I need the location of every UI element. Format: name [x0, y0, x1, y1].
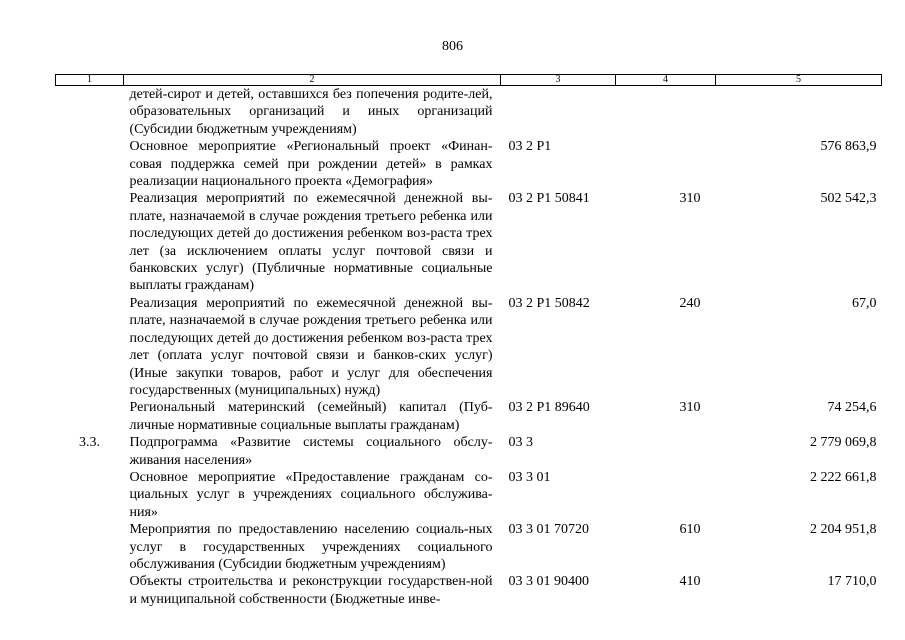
row-name: Региональный материнский (семейный) капитал (Пуб-личные нормативные социальные выплаты гражданам) — [129, 400, 493, 433]
table-row — [56, 573, 882, 608]
table-row — [56, 295, 882, 399]
row-expense-type — [616, 469, 716, 521]
row-amount — [716, 86, 882, 139]
row-expense-type — [616, 86, 716, 139]
row-expense-type — [616, 434, 716, 469]
row-amount: 67,0 — [852, 295, 877, 311]
row-amount: 2 204 951,8 — [810, 522, 877, 538]
row-code: 03 3 01 — [508, 469, 551, 485]
table-row — [56, 469, 882, 521]
row-code: 03 3 01 90400 — [508, 574, 589, 590]
table-row — [56, 86, 882, 139]
header-col-4: 4 — [616, 75, 716, 86]
row-name: Реализация мероприятий по ежемесячной денежной вы-плате, назначаемой в случае рождения третьего ребенка или последующих детей до достижения ребенком воз-раста трех лет (за исключением оплаты услуг почтовой связи и банковских услуг) (Публичные нормативные социальные выплаты гражданам) — [129, 191, 493, 294]
row-amount: 576 863,9 — [820, 139, 877, 155]
row-amount: 74 254,6 — [827, 400, 877, 416]
header-col-2: 2 — [124, 75, 501, 86]
row-name: Объекты строительства и реконструкции государствен-ной и муниципальной собственности (Бюджетные инве- — [129, 574, 493, 607]
row-name: Мероприятия по предоставлению населению социаль-ных услуг в государственных учреждениях социального обслуживания (Субсидии бюджетным учреждениям) — [129, 522, 493, 572]
row-number: 3.3. — [79, 435, 100, 451]
row-expense-type: 410 — [679, 574, 701, 590]
row-name: Подпрограмма «Развитие системы социального обслу-живания населения» — [129, 435, 493, 468]
row-expense-type: 240 — [679, 295, 701, 311]
row-expense-type: 310 — [679, 400, 701, 416]
row-name: Реализация мероприятий по ежемесячной денежной вы-плате, назначаемой в случае рождения третьего ребенка или последующих детей до достижения ребенком воз-раста трех лет (оплата услуг почтовой связи и банков-ских услуг) (Иные закупки товаров, работ и услуг для обеспечения государственных (муниципальных) нужд) — [129, 295, 493, 398]
row-expense-type: 310 — [679, 191, 701, 207]
budget-table — [55, 74, 882, 608]
row-code: 03 3 — [508, 435, 533, 451]
table-row — [56, 399, 882, 434]
row-amount: 17 710,0 — [827, 574, 877, 590]
row-amount: 2 779 069,8 — [810, 435, 877, 451]
row-code: 03 2 Р1 50842 — [508, 295, 590, 311]
page-number: 806 — [442, 39, 463, 54]
header-col-1: 1 — [56, 75, 124, 86]
row-amount: 2 222 661,8 — [810, 469, 877, 485]
row-number — [56, 399, 124, 434]
row-code — [501, 86, 616, 139]
row-number — [56, 295, 124, 399]
row-expense-type — [616, 138, 716, 190]
row-number — [56, 573, 124, 608]
row-name: Основное мероприятие «Предоставление гражданам со-циальных услуг в учреждениях социального обслужива-ния» — [129, 469, 493, 520]
row-code: 03 2 Р1 50841 — [508, 191, 590, 207]
table-header-row — [56, 75, 882, 86]
table-row — [56, 521, 882, 573]
row-code: 03 2 Р1 89640 — [508, 400, 590, 416]
row-number — [56, 86, 124, 139]
table-row — [56, 190, 882, 294]
row-name: Основное мероприятие «Региональный проект «Финан-совая поддержка семей при рождении детей» в рамках реализации национального проекта «Демография» — [129, 139, 493, 190]
header-col-3: 3 — [501, 75, 616, 86]
row-code: 03 3 01 70720 — [508, 522, 589, 538]
row-number — [56, 138, 124, 190]
table-row — [56, 138, 882, 190]
header-col-5: 5 — [716, 75, 882, 86]
row-expense-type: 610 — [679, 522, 701, 538]
row-number — [56, 469, 124, 521]
row-amount: 502 542,3 — [820, 191, 877, 207]
row-code: 03 2 Р1 — [508, 139, 552, 155]
row-number — [56, 190, 124, 294]
table-row — [56, 434, 882, 469]
table-body — [56, 86, 882, 609]
row-number — [56, 521, 124, 573]
row-name: детей-сирот и детей, оставшихся без попечения родите-лей, образовательных организаций и иных организаций (Субсидии бюджетным учреждениям) — [129, 87, 493, 137]
